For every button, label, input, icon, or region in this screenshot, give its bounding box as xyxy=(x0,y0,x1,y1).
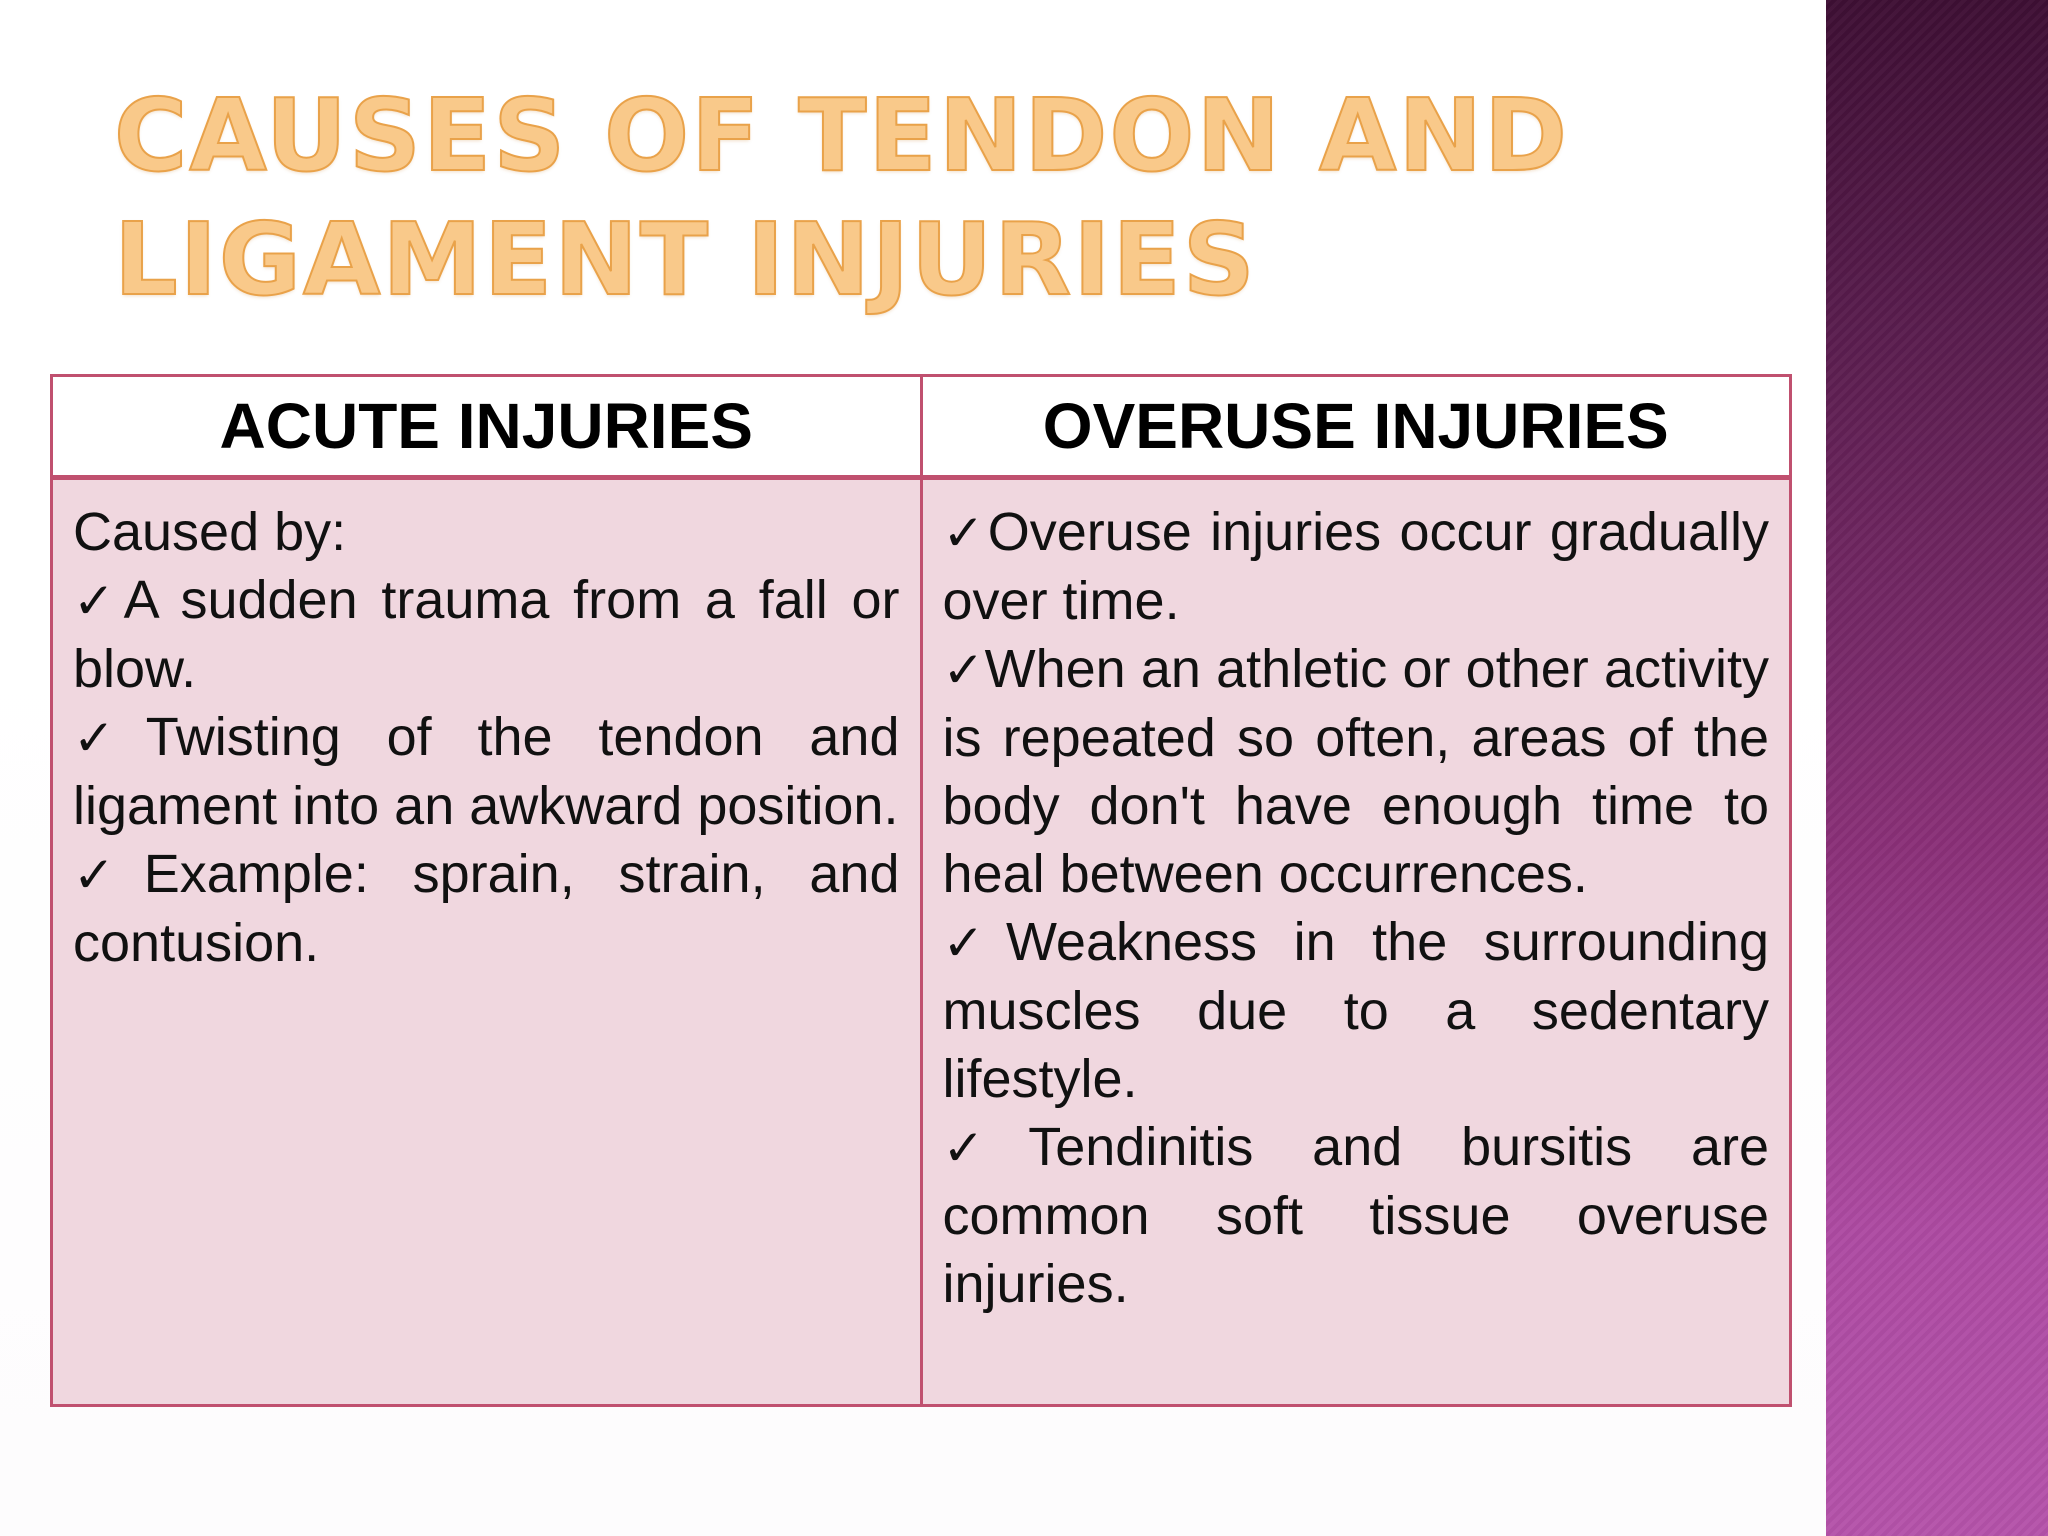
list-item xyxy=(943,635,1770,908)
check-icon: ✓ xyxy=(942,1119,1029,1177)
table-header-row xyxy=(52,376,1791,478)
list-item xyxy=(943,908,1770,1113)
header-acute-injuries: ACUTE INJURIES xyxy=(52,376,922,478)
overuse-bullet-1: Overuse injuries occur gradually over time. xyxy=(942,502,1769,631)
overuse-bullet-4: Tendinitis and bursitis are common soft tissue overuse injuries. xyxy=(942,1117,1769,1314)
header-overuse-injuries: OVERUSE INJURIES xyxy=(921,376,1791,478)
title-line-2: LIGAMENT INJURIES xyxy=(114,201,1257,318)
table-body-row xyxy=(52,478,1791,1406)
check-icon: ✓ xyxy=(942,504,988,562)
slide-title xyxy=(114,74,1614,322)
list-item xyxy=(73,703,900,840)
check-icon: ✓ xyxy=(73,846,144,904)
overuse-bullet-3: Weakness in the surrounding muscles due to a sedentary lifestyle. xyxy=(942,912,1769,1109)
overuse-bullet-2: When an athletic or other activity is repeated so often, areas of the body don't have enough time to heal between occurrences. xyxy=(942,639,1769,904)
list-item xyxy=(943,1113,1770,1318)
title-line-1: CAUSES OF TENDON AND xyxy=(114,77,1570,194)
acute-intro: Caused by: xyxy=(73,502,347,562)
comparison-table xyxy=(50,374,1792,1407)
check-icon: ✓ xyxy=(73,709,146,767)
list-item xyxy=(73,840,900,977)
acute-bullet-3: Example: sprain, strain, and contusion. xyxy=(73,844,900,973)
check-icon: ✓ xyxy=(73,572,124,630)
acute-bullet-2: Twisting of the tendon and ligament into an awkward position. xyxy=(73,707,900,836)
overuse-injuries-cell xyxy=(921,478,1791,1406)
check-icon: ✓ xyxy=(942,641,985,699)
acute-bullet-1: A sudden trauma from a fall or blow. xyxy=(73,570,900,699)
list-item xyxy=(73,566,900,703)
check-icon: ✓ xyxy=(942,914,1006,972)
side-decoration-band xyxy=(1826,0,2048,1536)
acute-injuries-cell xyxy=(52,478,922,1406)
list-item xyxy=(943,498,1770,635)
